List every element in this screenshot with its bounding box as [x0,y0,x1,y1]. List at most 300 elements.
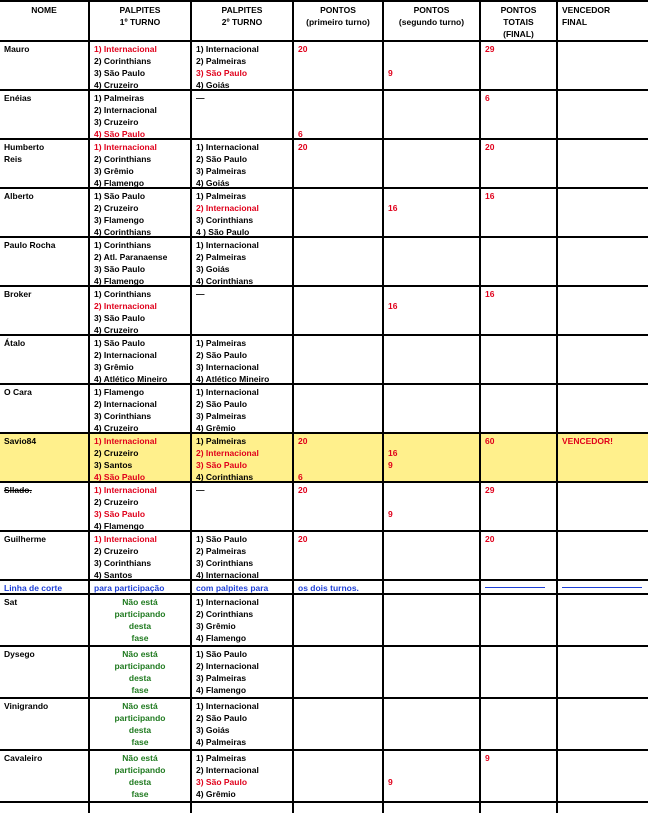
pontos-turno-1 [294,647,384,697]
pontos-2-value [388,165,475,177]
vencedor-value [562,545,644,557]
pontos-turno-1 [294,532,384,579]
palpite-1-line: 4) São Paulo [94,472,146,481]
pontos-1-value: 20 [298,142,308,152]
pontos-2-value: 9 [388,777,393,787]
vencedor-final [558,91,648,138]
participant-name-text: Savio84 [4,436,37,446]
vencedor-value [562,312,644,324]
pontos-1-value: 20 [298,436,308,446]
vencedor-value [562,177,644,187]
cut-line-cell [0,581,90,593]
pontos-turno-2 [384,647,481,697]
participant-name-text: Cavaleiro [4,753,43,763]
pontos-totais [481,42,558,89]
vencedor-final [558,595,648,645]
palpites-turno-1 [90,238,192,285]
pontos-turno-2 [384,751,481,801]
pontos-turno-2 [384,532,481,579]
pontos-1-value [298,398,378,410]
pontos-1-value [298,520,378,530]
palpites-turno-2 [192,483,294,530]
cut-line-cell [558,581,648,593]
empty-cell [558,803,648,813]
pontos-1-value [298,79,378,89]
palpite-2-line: 1) Palmeiras [196,753,247,763]
vencedor-value [562,508,644,520]
pontos-totais-value [485,459,552,471]
pontos-totais-value [485,398,552,410]
vencedor-value [562,459,644,471]
cut-line-dash [562,587,642,588]
pontos-totais-value [485,275,552,285]
pontos-totais-value [485,596,552,608]
pontos-2-value [388,288,475,300]
palpite-1-line: 2) Internacional [94,350,157,360]
pontos-totais [481,434,558,481]
vencedor-value [562,251,644,263]
palpites-turno-2 [192,287,294,334]
header-row [0,2,648,42]
palpites-turno-2 [192,140,294,187]
palpite-1-line: 3) Flamengo [94,215,145,225]
pontos-totais-value [485,165,552,177]
vencedor-value [562,288,644,300]
pontos-2-value [388,700,475,712]
table-row-partial [0,803,648,813]
not-participating-status [90,595,192,645]
pontos-2-value [388,128,475,138]
palpites-turno-2 [192,238,294,285]
pontos-1-value [298,67,378,79]
palpites-turno-1 [90,336,192,383]
palpite-1-line: 3) Cruzeiro [94,117,139,127]
palpites-turno-2 [192,751,294,801]
pontos-totais-value [485,386,552,398]
pontos-totais-value [485,79,552,89]
pontos-2-value [388,660,475,672]
pontos-2-value [388,724,475,736]
status-line: Não está [122,701,158,711]
pontos-totais-value [485,736,552,748]
pontos-2-value [388,496,475,508]
pontos-2-value [388,398,475,410]
header-pontos-1: PONTOS (primeiro turno) [294,2,384,40]
pontos-2-value [388,386,475,398]
pontos-2-value [388,239,475,251]
pontos-totais-value: 9 [485,753,490,763]
palpite-1-line: 3) São Paulo [94,68,146,78]
vencedor-value [562,128,644,138]
palpite-2-line: 1) Palmeiras [196,191,247,201]
cut-line-text: os dois turnos. [298,583,359,593]
table-row [0,336,648,385]
palpite-1-line: 4) Santos [94,570,133,579]
pontos-totais-value [485,788,552,800]
pontos-totais-value: 16 [485,191,495,201]
palpite-2-line: 2) Internacional [196,765,259,775]
participant-name-line: Humberto [4,142,45,152]
pontos-2-value [388,153,475,165]
pontos-turno-1 [294,287,384,334]
vencedor-value [562,533,644,545]
status-line: Não está [122,597,158,607]
vencedor-value [562,410,644,422]
status-line: fase [131,633,149,643]
participant-name [0,140,90,187]
palpite-1-line: 1) Internacional [94,436,157,446]
vencedor-value [562,349,644,361]
palpite-1-line: 3) Grêmio [94,166,134,176]
pontos-2-value [388,92,475,104]
pontos-turno-1 [294,91,384,138]
vencedor-value [562,226,644,236]
pontos-totais [481,189,558,236]
pontos-totais-value [485,337,552,349]
not-participating-status [90,751,192,801]
pontos-turno-1 [294,336,384,383]
pontos-1-value: 20 [298,534,308,544]
pontos-2-value [388,608,475,620]
palpites-turno-1 [90,532,192,579]
vencedor-value [562,116,644,128]
vencedor-value [562,275,644,285]
pontos-totais-value [485,128,552,138]
pontos-turno-2 [384,336,481,383]
palpite-1-line: 4) Cruzeiro [94,80,139,89]
participant-name [0,91,90,138]
pontos-2-value [388,484,475,496]
palpites-turno-2 [192,434,294,481]
palpite-2-line: 1) Internacional [196,44,259,54]
header-vencedor: VENCEDOR FINAL [562,5,611,27]
vencedor-value [562,92,644,104]
pontos-2-value [388,373,475,383]
participant-name-text: Vinigrando [4,701,49,711]
palpites-turno-2 [192,42,294,89]
participant-name [0,287,90,334]
palpite-1-line: 1) Flamengo [94,387,145,397]
participant-name [0,751,90,801]
vencedor-value [562,422,644,432]
palpite-2-line: 2) São Paulo [196,350,248,360]
palpite-2-line: 3) Palmeiras [196,673,247,683]
participant-name [0,42,90,89]
palpite-1-line: 2) Internacional [94,301,157,311]
pontos-totais-value: 16 [485,289,495,299]
participant-name [0,238,90,285]
table-row [0,483,648,532]
status-line: participando [114,609,166,619]
pontos-1-value [298,361,378,373]
pontos-totais-value [485,447,552,459]
pontos-totais-value [485,684,552,696]
participant-name [0,434,90,481]
pontos-turno-1 [294,483,384,530]
vencedor-value [562,484,644,496]
pontos-2-value [388,788,475,800]
pontos-totais-value [485,660,552,672]
empty-cell [481,803,558,813]
pontos-2-value: 16 [388,301,398,311]
participant-name [0,595,90,645]
pontos-turno-2 [384,483,481,530]
pontos-2-value [388,116,475,128]
participant-name-text: Dysego [4,649,35,659]
palpite-2-line: 1) Internacional [196,597,259,607]
table-row [0,238,648,287]
vencedor-value [562,398,644,410]
participant-name-text: Mauro [4,44,30,54]
palpite-1-line: 1) Internacional [94,44,157,54]
pontos-2-value [388,275,475,285]
pontos-totais-value [485,153,552,165]
palpite-1-line: 3) Grêmio [94,362,134,372]
pontos-2-value: 9 [388,68,393,78]
status-line: participando [114,713,166,723]
palpite-1-line: 4) Corinthians [94,227,152,236]
status-line: participando [114,661,166,671]
pontos-2-value: 16 [388,448,398,458]
pontos-2-value [388,410,475,422]
not-participating-status [90,699,192,749]
pontos-turno-1 [294,699,384,749]
header-pontos-totais: PONTOS TOTAIS (FINAL) [481,2,558,40]
cut-line-cell [384,581,481,593]
palpite-1-line: 2) Cruzeiro [94,448,139,458]
pontos-totais-value [485,672,552,684]
pontos-1-value [298,263,378,275]
pontos-totais-value: 20 [485,534,495,544]
pontos-1-value [298,569,378,579]
palpite-2-line: 4) Goiás [196,80,230,89]
vencedor-final [558,699,648,749]
pontos-totais-value [485,214,552,226]
pontos-2-value [388,596,475,608]
palpite-2-line: 2) Palmeiras [196,56,247,66]
table-row [0,287,648,336]
pontos-1-value [298,55,378,67]
pontos-1-value [298,165,378,177]
palpite-2-line: 1) Palmeiras [196,436,247,446]
palpite-2-line: 3) Grêmio [196,621,236,631]
palpite-2-line: 2) Internacional [196,203,259,213]
participant-name-text: Enéias [4,93,32,103]
pontos-totais-value [485,700,552,712]
palpite-2-line: 2) Palmeiras [196,252,247,262]
participant-name [0,532,90,579]
pontos-1-value: 6 [298,129,303,138]
pontos-2-value [388,263,475,275]
palpites-turno-1 [90,91,192,138]
pontos-2-value [388,349,475,361]
pontos-turno-1 [294,189,384,236]
palpite-1-line: 3) São Paulo [94,313,146,323]
pontos-totais-value [485,251,552,263]
pontos-turno-1 [294,434,384,481]
palpite-1-line: 1) São Paulo [94,191,146,201]
pontos-1-value [298,251,378,263]
pontos-1-value [298,337,378,349]
vencedor-final [558,287,648,334]
vencedor-value [562,386,644,398]
pontos-totais-value [485,648,552,660]
pontos-totais-value [485,471,552,481]
pontos-totais-value [485,557,552,569]
palpite-2-line: 3) Internacional [196,362,259,372]
palpite-2-line: 1) São Paulo [196,534,248,544]
pontos-turno-1 [294,238,384,285]
table-row-late [0,595,648,647]
pontos-1-value [298,116,378,128]
not-participating-status [90,647,192,697]
palpite-1-line: 1) Corinthians [94,240,152,250]
table-row [0,532,648,581]
table-row [0,42,648,91]
pontos-turno-2 [384,699,481,749]
pontos-2-value [388,752,475,764]
pontos-turno-2 [384,595,481,645]
pontos-totais-value [485,632,552,644]
status-line: fase [131,685,149,695]
pontos-turno-2 [384,140,481,187]
pontos-totais-value [485,116,552,128]
palpite-1-line: 4) Flamengo [94,178,145,187]
palpite-2-line: 4) Corinthians [196,472,254,481]
palpite-2-line: 3) São Paulo [196,460,248,470]
palpites-turno-1 [90,42,192,89]
palpite-2-line: — [196,485,205,495]
participant-name-text: Alberto [4,191,34,201]
status-line: desta [128,725,152,735]
pontos-2-value: 16 [388,203,398,213]
pontos-totais [481,238,558,285]
pontos-2-value [388,620,475,632]
pontos-turno-1 [294,140,384,187]
pontos-totais-value [485,620,552,632]
palpite-1-line: 1) Palmeiras [94,93,145,103]
pontos-totais-value: 6 [485,93,490,103]
pontos-totais-value [485,764,552,776]
vencedor-value [562,55,644,67]
vencedor-final [558,140,648,187]
pontos-totais-value: 20 [485,142,495,152]
vencedor-value [562,153,644,165]
pontos-turno-1 [294,385,384,432]
pontos-totais-value [485,712,552,724]
participant-name-text: Sat [4,597,18,607]
table-row-late [0,751,648,803]
palpite-2-line: 3) Goiás [196,725,230,735]
palpites-turno-2 [192,699,294,749]
pontos-1-value [298,226,378,236]
palpites-turno-1 [90,434,192,481]
palpite-1-line: 3) São Paulo [94,264,146,274]
pontos-1-value [298,202,378,214]
palpite-2-line: 1) Internacional [196,387,259,397]
pontos-totais [481,751,558,801]
pontos-totais [481,140,558,187]
palpite-1-line: 4) São Paulo [94,129,146,138]
palpites-turno-1 [90,385,192,432]
palpite-2-line: 4) Grêmio [196,789,236,799]
palpites-turno-2 [192,595,294,645]
pontos-1-value [298,386,378,398]
pontos-turno-2 [384,434,481,481]
pontos-totais-value [485,724,552,736]
pontos-1-value [298,288,378,300]
status-line: Não está [122,649,158,659]
pontos-2-value [388,361,475,373]
pontos-2-value: 9 [388,509,393,519]
palpite-1-line: 2) Internacional [94,399,157,409]
vencedor-value [562,569,644,579]
pontos-2-value [388,55,475,67]
participant-name-text: Átalo [4,338,26,348]
pontos-1-value [298,545,378,557]
palpite-2-line: 4) Atlético Mineiro [196,374,270,383]
pontos-turno-1 [294,751,384,801]
pontos-2-value [388,764,475,776]
status-line: desta [128,673,152,683]
pontos-2-value [388,533,475,545]
palpite-1-line: 2) Corinthians [94,154,152,164]
palpite-2-line: 1) Internacional [196,240,259,250]
palpites-turno-1 [90,287,192,334]
vencedor-final [558,434,648,481]
palpite-1-line: 4) Cruzeiro [94,423,139,432]
palpite-1-line: 1) Internacional [94,142,157,152]
pontos-totais-value [485,239,552,251]
pontos-turno-2 [384,189,481,236]
pontos-totais [481,385,558,432]
cut-line-cell [294,581,384,593]
vencedor-final [558,483,648,530]
pontos-1-value [298,300,378,312]
pontos-2-value [388,324,475,334]
cut-line-text: com palpites para [196,583,269,593]
palpite-2-line: 4 ) São Paulo [196,227,250,236]
vencedor-value [562,141,644,153]
pontos-turno-1 [294,595,384,645]
pontos-1-value [298,104,378,116]
pontos-1-value [298,496,378,508]
palpite-2-line: 2) Corinthians [196,609,254,619]
participant-name [0,647,90,697]
pontos-totais-value [485,312,552,324]
vencedor-value [562,337,644,349]
table-row-late [0,647,648,699]
participant-name [0,336,90,383]
pontos-totais-value [485,776,552,788]
pontos-2-value [388,79,475,89]
pontos-1-value [298,153,378,165]
vencedor-final [558,751,648,801]
participant-name-text: Paulo Rocha [4,240,56,250]
pontos-1-value [298,557,378,569]
pontos-2-value [388,337,475,349]
pontos-totais-value [485,263,552,275]
status-line: fase [131,737,149,747]
vencedor-value [562,43,644,55]
vencedor-value [562,263,644,275]
palpite-2-line: 1) Internacional [196,142,259,152]
pontos-turno-1 [294,42,384,89]
table-row-late [0,699,648,751]
pontos-totais-value [485,55,552,67]
palpite-1-line: 4) Flamengo [94,276,145,285]
palpites-turno-2 [192,336,294,383]
